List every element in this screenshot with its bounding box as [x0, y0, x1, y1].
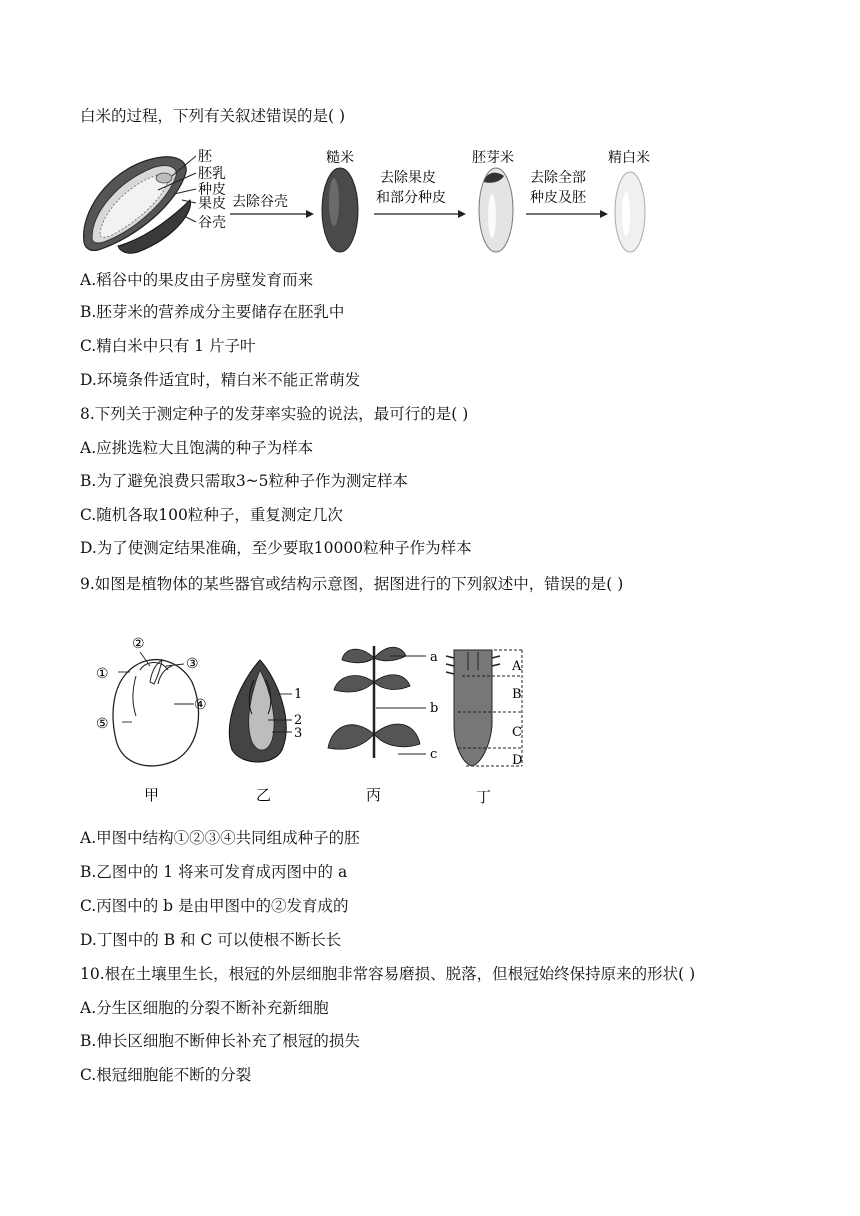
- q10-option-b[interactable]: B.伸长区细胞不断伸长补充了根冠的损失: [80, 1032, 360, 1050]
- stage-germ-rice: 胚芽米: [472, 150, 514, 166]
- yi-mark-2: 2: [294, 713, 303, 728]
- jia-mark-4: ④: [194, 697, 207, 713]
- jia-mark-2: ②: [132, 636, 145, 652]
- panel-label-ding: 丁: [476, 788, 492, 806]
- panel-label-yi: 乙: [256, 786, 272, 804]
- step3-text-2: 种皮及胚: [530, 190, 586, 206]
- ding-mark-b: B: [512, 687, 522, 702]
- label-embryo: 胚: [198, 149, 212, 165]
- label-endosperm: 胚乳: [198, 166, 226, 182]
- step2-text-1: 去除果皮: [380, 170, 436, 186]
- step2-text-2: 和部分种皮: [376, 190, 446, 206]
- bing-mark-b: b: [430, 701, 439, 716]
- q7-option-d[interactable]: D.环境条件适宜时，精白米不能正常萌发: [80, 371, 361, 389]
- jia-mark-1: ①: [96, 666, 109, 682]
- rice-grain-diagram: [84, 157, 191, 253]
- bud-diagram-yi: [229, 660, 292, 762]
- q9-option-a[interactable]: A.甲图中结构①②③④共同组成种子的胚: [80, 829, 360, 847]
- jia-mark-5: ⑤: [96, 716, 109, 732]
- arrow-icon: [306, 210, 314, 218]
- q7-option-b[interactable]: B.胚芽米的营养成分主要储存在胚乳中: [80, 303, 345, 321]
- ding-mark-d: D: [512, 753, 523, 768]
- label-seed-coat: 种皮: [198, 182, 226, 198]
- q8-stem: 8.下列关于测定种子的发芽率实验的说法，最可行的是( ): [80, 405, 469, 423]
- step3-text-1: 去除全部: [530, 170, 586, 186]
- yi-mark-3: 3: [294, 726, 303, 741]
- shoot-diagram-bing: [328, 646, 426, 758]
- q7-option-a[interactable]: A.稻谷中的果皮由子房壁发育而来: [80, 271, 314, 289]
- q8-option-b[interactable]: B.为了避免浪费只需取3~5粒种子作为测定样本: [80, 472, 409, 490]
- label-hull: 谷壳: [198, 215, 226, 231]
- bing-mark-c: c: [430, 747, 438, 762]
- brown-rice-grain: [322, 168, 358, 252]
- q7-stem-tail: 白米的过程，下列有关叙述错误的是( ): [80, 107, 346, 125]
- plant-structures-figure: [92, 630, 552, 810]
- q8-option-c[interactable]: C.随机各取100粒种子，重复测定几次: [80, 506, 343, 524]
- rice-processing-figure: [78, 142, 678, 260]
- jia-mark-3: ③: [186, 656, 199, 672]
- q8-option-d[interactable]: D.为了使测定结果准确，至少要取10000粒种子作为样本: [80, 539, 472, 557]
- ding-mark-c: C: [512, 725, 522, 740]
- q9-stem: 9.如图是植物体的某些器官或结构示意图，据图进行的下列叙述中，错误的是( ): [80, 575, 624, 593]
- q10-option-a[interactable]: A.分生区细胞的分裂不断补充新细胞: [80, 999, 329, 1017]
- bing-mark-a: a: [430, 650, 438, 665]
- stage-brown-rice: 糙米: [326, 150, 354, 166]
- polished-rice-grain: [615, 172, 645, 252]
- yi-mark-1: 1: [294, 687, 303, 702]
- q9-option-c[interactable]: C.丙图中的 b 是由甲图中的②发育成的: [80, 897, 349, 915]
- panel-label-jia: 甲: [144, 786, 160, 804]
- panel-label-bing: 丙: [366, 786, 382, 804]
- label-pericarp: 果皮: [198, 196, 226, 212]
- q9-option-b[interactable]: B.乙图中的 1 将来可发育成丙图中的 a: [80, 863, 348, 881]
- ding-mark-a: A: [512, 659, 522, 674]
- q7-option-c[interactable]: C.精白米中只有 1 片子叶: [80, 337, 256, 355]
- q10-stem: 10.根在土壤里生长，根冠的外层细胞非常容易磨损、脱落，但根冠始终保持原来的形状( ): [80, 965, 696, 983]
- q10-option-c[interactable]: C.根冠细胞能不断的分裂: [80, 1066, 252, 1084]
- stage-polished-rice: 精白米: [608, 150, 650, 166]
- q8-option-a[interactable]: A.应挑选粒大且饱满的种子为样本: [80, 439, 314, 457]
- step1-text: 去除谷壳: [232, 194, 288, 210]
- arrow-icon: [600, 210, 608, 218]
- arrow-icon: [458, 210, 466, 218]
- q9-option-d[interactable]: D.丁图中的 B 和 C 可以使根不断长长: [80, 931, 342, 949]
- root-tip-diagram-ding: [446, 650, 522, 766]
